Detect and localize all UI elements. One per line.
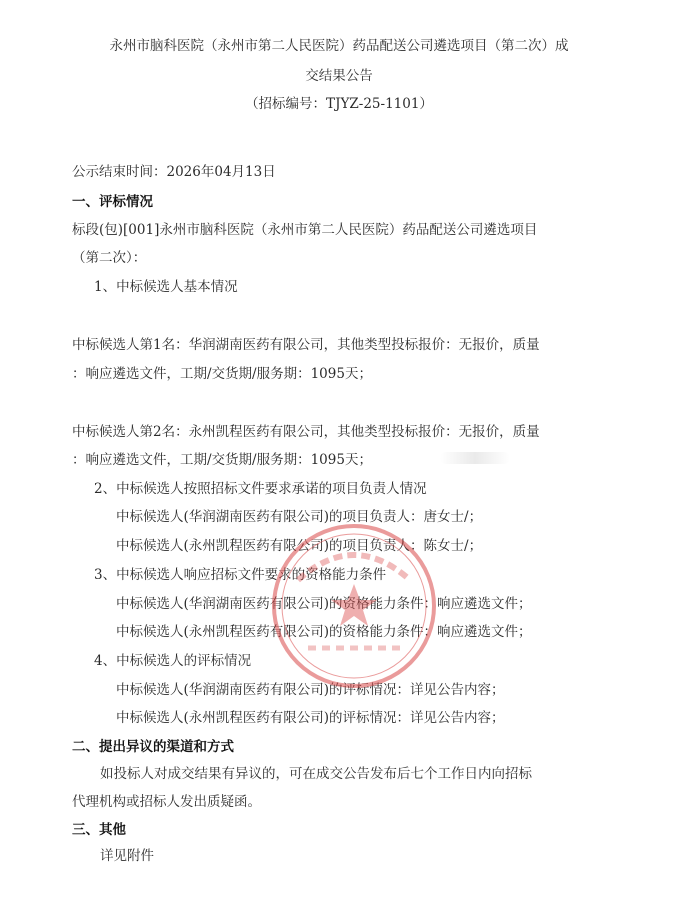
candidate-2-line-1: 中标候选人第2名：永州凯程医药有限公司，其他类型投标报价：无报价，质量	[72, 424, 540, 440]
scan-smudge	[440, 452, 510, 464]
section-1-heading: 一、评标情况	[72, 194, 153, 210]
section-2-heading: 二、提出异议的渠道和方式	[72, 739, 234, 755]
title-line-1: 永州市脑科医院（永州市第二人民医院）药品配送公司遴选项目（第二次）成	[109, 38, 569, 54]
title-line-2: 交结果公告	[305, 68, 373, 84]
notice-end-time: 公示结束时间：2026年04月13日	[72, 164, 276, 180]
candidate-2-line-2: ：响应遴选文件，工期/交货期/服务期：1095天；	[72, 452, 372, 468]
sub-3-item-2: 中标候选人(永州凯程医药有限公司)的资格能力条件：响应遴选文件；	[116, 624, 532, 640]
objection-text-line-2: 代理机构或招标人发出质疑函。	[72, 794, 261, 810]
objection-text-line-1: 如投标人对成交结果有异议的，可在成交公告发布后七个工作日内向招标	[100, 766, 532, 782]
sub-4-item-1: 中标候选人(华润湖南医药有限公司)的评标情况：详见公告内容；	[116, 682, 505, 698]
sub-2-item-1: 中标候选人(华润湖南医药有限公司)的项目负责人：唐女士/；	[116, 509, 483, 525]
lot-line-2: （第二次）：	[72, 250, 147, 266]
section-3-heading: 三、其他	[72, 822, 126, 838]
candidate-1-line-1: 中标候选人第1名：华润湖南医药有限公司，其他类型投标报价：无报价，质量	[72, 337, 540, 353]
lot-line-1: 标段(包)[001]永州市脑科医院（永州市第二人民医院）药品配送公司遴选项目	[72, 222, 538, 238]
section-3-text: 详见附件	[100, 848, 154, 864]
sub-heading-1: 1、中标候选人基本情况	[94, 279, 238, 295]
sub-2-item-2: 中标候选人(永州凯程医药有限公司)的项目负责人：陈女士/；	[116, 538, 483, 554]
tender-number: （招标编号：TJYZ-25-1101）	[245, 96, 433, 112]
sub-heading-2: 2、中标候选人按照招标文件要求承诺的项目负责人情况	[94, 481, 427, 497]
candidate-1-line-2: ：响应遴选文件，工期/交货期/服务期：1095天；	[72, 366, 372, 382]
sub-heading-3: 3、中标候选人响应招标文件要求的资格能力条件	[94, 567, 387, 583]
sub-3-item-1: 中标候选人(华润湖南医药有限公司)的资格能力条件：响应遴选文件；	[116, 596, 532, 612]
sub-heading-4: 4、中标候选人的评标情况	[94, 653, 252, 669]
sub-4-item-2: 中标候选人(永州凯程医药有限公司)的评标情况：详见公告内容；	[116, 710, 505, 726]
